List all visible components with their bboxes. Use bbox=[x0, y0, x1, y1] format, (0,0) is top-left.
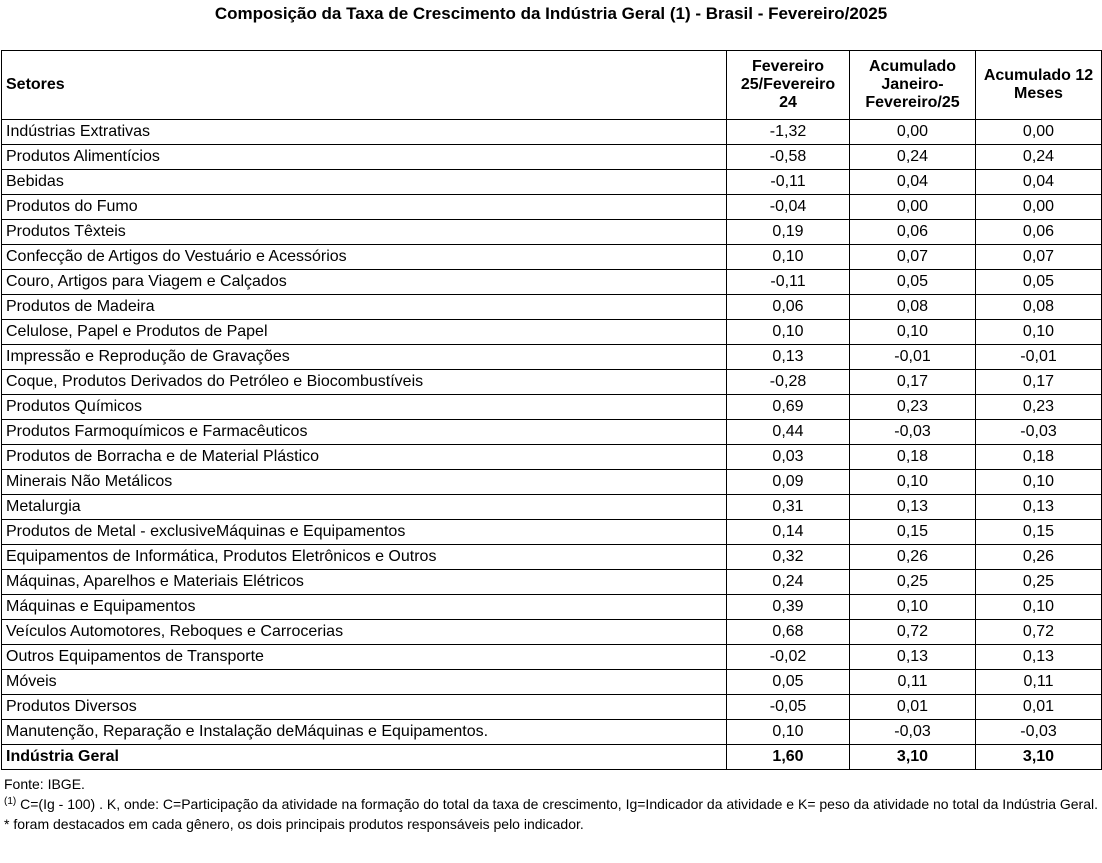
table-row bbox=[2, 645, 1102, 670]
table-row bbox=[2, 520, 1102, 545]
footnote-marker: (1) bbox=[4, 796, 17, 807]
table-row bbox=[2, 720, 1102, 745]
table-body bbox=[2, 120, 1102, 745]
value-12m-cell: 0,26 bbox=[976, 545, 1102, 570]
table-row bbox=[2, 470, 1102, 495]
table-row bbox=[2, 245, 1102, 270]
value-month-cell: 0,10 bbox=[727, 320, 850, 345]
value-ytd-cell: 0,72 bbox=[850, 620, 976, 645]
value-month-cell: 0,13 bbox=[727, 345, 850, 370]
value-12m-cell: 0,10 bbox=[976, 470, 1102, 495]
sector-cell: Veículos Automotores, Reboques e Carrocerias bbox=[2, 620, 727, 645]
sector-cell: Outros Equipamentos de Transporte bbox=[2, 645, 727, 670]
sector-cell: Couro, Artigos para Viagem e Calçados bbox=[2, 270, 727, 295]
sector-cell: Produtos Químicos bbox=[2, 395, 727, 420]
value-12m-cell: -0,03 bbox=[976, 720, 1102, 745]
sector-cell: Produtos Farmoquímicos e Farmacêuticos bbox=[2, 420, 727, 445]
value-month-cell: -0,04 bbox=[727, 195, 850, 220]
value-ytd-cell: 0,25 bbox=[850, 570, 976, 595]
table-row bbox=[2, 145, 1102, 170]
value-12m-cell: 0,06 bbox=[976, 220, 1102, 245]
table-row bbox=[2, 545, 1102, 570]
header-12-months: Acumulado 12 Meses bbox=[976, 51, 1102, 120]
header-year-to-date: Acumulado Janeiro-Fevereiro/25 bbox=[850, 51, 976, 120]
formula-note-text: C=(Ig - 100) . K, onde: C=Participação da atividade na formação do total da taxa de crescimento, Ig=Indicador da atividade e K= peso da atividade no total da Indústria Geral. bbox=[16, 796, 1099, 812]
value-month-cell: 0,10 bbox=[727, 245, 850, 270]
value-12m-cell: 0,10 bbox=[976, 595, 1102, 620]
table-row bbox=[2, 170, 1102, 195]
value-month-cell: -0,02 bbox=[727, 645, 850, 670]
sector-cell: Impressão e Reprodução de Gravações bbox=[2, 345, 727, 370]
value-ytd-cell: 0,26 bbox=[850, 545, 976, 570]
table-header-row bbox=[2, 51, 1102, 120]
growth-composition-table bbox=[1, 50, 1102, 770]
sector-cell: Produtos Diversos bbox=[2, 695, 727, 720]
value-ytd-cell: 0,11 bbox=[850, 670, 976, 695]
table-row bbox=[2, 220, 1102, 245]
value-12m-cell: 0,24 bbox=[976, 145, 1102, 170]
value-month-cell: -0,28 bbox=[727, 370, 850, 395]
value-ytd-cell: 0,05 bbox=[850, 270, 976, 295]
value-ytd-cell: 0,01 bbox=[850, 695, 976, 720]
value-month-cell: 0,09 bbox=[727, 470, 850, 495]
value-month-cell: 0,39 bbox=[727, 595, 850, 620]
value-month-cell: 0,06 bbox=[727, 295, 850, 320]
value-12m-cell: 0,11 bbox=[976, 670, 1102, 695]
value-month-cell: 0,31 bbox=[727, 495, 850, 520]
value-ytd-cell: 0,18 bbox=[850, 445, 976, 470]
value-ytd-cell: 0,04 bbox=[850, 170, 976, 195]
value-ytd-cell: 0,13 bbox=[850, 645, 976, 670]
sector-cell: Produtos do Fumo bbox=[2, 195, 727, 220]
sector-cell: Produtos Alimentícios bbox=[2, 145, 727, 170]
table-row bbox=[2, 120, 1102, 145]
value-12m-cell: 0,00 bbox=[976, 120, 1102, 145]
sector-cell: Máquinas, Aparelhos e Materiais Elétricos bbox=[2, 570, 727, 595]
table-row bbox=[2, 620, 1102, 645]
sector-cell: Máquinas e Equipamentos bbox=[2, 595, 727, 620]
sector-cell: Celulose, Papel e Produtos de Papel bbox=[2, 320, 727, 345]
sector-cell: Equipamentos de Informática, Produtos Eletrônicos e Outros bbox=[2, 545, 727, 570]
value-12m-cell: 0,00 bbox=[976, 195, 1102, 220]
value-ytd-cell: 0,10 bbox=[850, 595, 976, 620]
total-sector: Indústria Geral bbox=[2, 745, 727, 770]
value-12m-cell: 0,10 bbox=[976, 320, 1102, 345]
value-ytd-cell: 0,23 bbox=[850, 395, 976, 420]
value-ytd-cell: 0,15 bbox=[850, 520, 976, 545]
value-ytd-cell: 0,24 bbox=[850, 145, 976, 170]
value-ytd-cell: 0,08 bbox=[850, 295, 976, 320]
formula-note bbox=[4, 794, 1100, 814]
value-ytd-cell: 0,00 bbox=[850, 195, 976, 220]
source-note: Fonte: IBGE. bbox=[4, 776, 85, 792]
sector-cell: Produtos de Borracha e de Material Plástico bbox=[2, 445, 727, 470]
value-month-cell: 0,24 bbox=[727, 570, 850, 595]
header-month-vs-month: Fevereiro 25/Fevereiro 24 bbox=[727, 51, 850, 120]
table-row bbox=[2, 295, 1102, 320]
sector-cell: Confecção de Artigos do Vestuário e Acessórios bbox=[2, 245, 727, 270]
table-row bbox=[2, 445, 1102, 470]
footnotes bbox=[4, 774, 1100, 834]
table-row bbox=[2, 595, 1102, 620]
total-v2: 3,10 bbox=[850, 745, 976, 770]
highlight-note: * foram destacados em cada gênero, os dois principais produtos responsáveis pelo indicador. bbox=[4, 816, 584, 832]
value-ytd-cell: 0,10 bbox=[850, 320, 976, 345]
page-title: Composição da Taxa de Crescimento da Indústria Geral (1) - Brasil - Fevereiro/2025 bbox=[214, 4, 888, 23]
value-12m-cell: 0,23 bbox=[976, 395, 1102, 420]
value-month-cell: -0,05 bbox=[727, 695, 850, 720]
table-row bbox=[2, 420, 1102, 445]
value-12m-cell: 0,07 bbox=[976, 245, 1102, 270]
value-month-cell: 0,03 bbox=[727, 445, 850, 470]
sector-cell: Móveis bbox=[2, 670, 727, 695]
value-12m-cell: 0,25 bbox=[976, 570, 1102, 595]
value-12m-cell: 0,15 bbox=[976, 520, 1102, 545]
value-12m-cell: 0,01 bbox=[976, 695, 1102, 720]
sector-cell: Metalurgia bbox=[2, 495, 727, 520]
value-ytd-cell: 0,07 bbox=[850, 245, 976, 270]
value-ytd-cell: -0,03 bbox=[850, 420, 976, 445]
sector-cell: Indústrias Extrativas bbox=[2, 120, 727, 145]
value-month-cell: 0,14 bbox=[727, 520, 850, 545]
header-sector: Setores bbox=[2, 51, 727, 120]
value-ytd-cell: -0,01 bbox=[850, 345, 976, 370]
table-row bbox=[2, 195, 1102, 220]
table-row bbox=[2, 370, 1102, 395]
value-month-cell: 0,05 bbox=[727, 670, 850, 695]
table-row bbox=[2, 395, 1102, 420]
value-month-cell: 0,10 bbox=[727, 720, 850, 745]
sector-cell: Produtos Têxteis bbox=[2, 220, 727, 245]
value-12m-cell: 0,18 bbox=[976, 445, 1102, 470]
sector-cell: Bebidas bbox=[2, 170, 727, 195]
value-12m-cell: 0,08 bbox=[976, 295, 1102, 320]
value-12m-cell: 0,72 bbox=[976, 620, 1102, 645]
total-row bbox=[2, 745, 1102, 770]
value-month-cell: 0,68 bbox=[727, 620, 850, 645]
table-row bbox=[2, 670, 1102, 695]
table-row bbox=[2, 320, 1102, 345]
value-month-cell: 0,69 bbox=[727, 395, 850, 420]
table-row bbox=[2, 270, 1102, 295]
value-12m-cell: -0,01 bbox=[976, 345, 1102, 370]
sector-cell: Minerais Não Metálicos bbox=[2, 470, 727, 495]
value-12m-cell: -0,03 bbox=[976, 420, 1102, 445]
value-month-cell: -0,11 bbox=[727, 270, 850, 295]
table-row bbox=[2, 570, 1102, 595]
value-month-cell: -0,58 bbox=[727, 145, 850, 170]
value-ytd-cell: 0,17 bbox=[850, 370, 976, 395]
total-v3: 3,10 bbox=[976, 745, 1102, 770]
value-ytd-cell: 0,13 bbox=[850, 495, 976, 520]
table-row bbox=[2, 345, 1102, 370]
value-12m-cell: 0,04 bbox=[976, 170, 1102, 195]
sector-cell: Produtos de Madeira bbox=[2, 295, 727, 320]
sector-cell: Coque, Produtos Derivados do Petróleo e Biocombustíveis bbox=[2, 370, 727, 395]
value-12m-cell: 0,05 bbox=[976, 270, 1102, 295]
table-row bbox=[2, 695, 1102, 720]
value-ytd-cell: -0,03 bbox=[850, 720, 976, 745]
value-12m-cell: 0,13 bbox=[976, 495, 1102, 520]
sector-cell: Manutenção, Reparação e Instalação deMáquinas e Equipamentos. bbox=[2, 720, 727, 745]
value-month-cell: 0,32 bbox=[727, 545, 850, 570]
value-12m-cell: 0,17 bbox=[976, 370, 1102, 395]
value-ytd-cell: 0,10 bbox=[850, 470, 976, 495]
sector-cell: Produtos de Metal - exclusiveMáquinas e Equipamentos bbox=[2, 520, 727, 545]
value-month-cell: 0,44 bbox=[727, 420, 850, 445]
total-v1: 1,60 bbox=[727, 745, 850, 770]
table-row bbox=[2, 495, 1102, 520]
value-ytd-cell: 0,00 bbox=[850, 120, 976, 145]
value-month-cell: -0,11 bbox=[727, 170, 850, 195]
value-month-cell: -1,32 bbox=[727, 120, 850, 145]
value-12m-cell: 0,13 bbox=[976, 645, 1102, 670]
value-month-cell: 0,19 bbox=[727, 220, 850, 245]
value-ytd-cell: 0,06 bbox=[850, 220, 976, 245]
